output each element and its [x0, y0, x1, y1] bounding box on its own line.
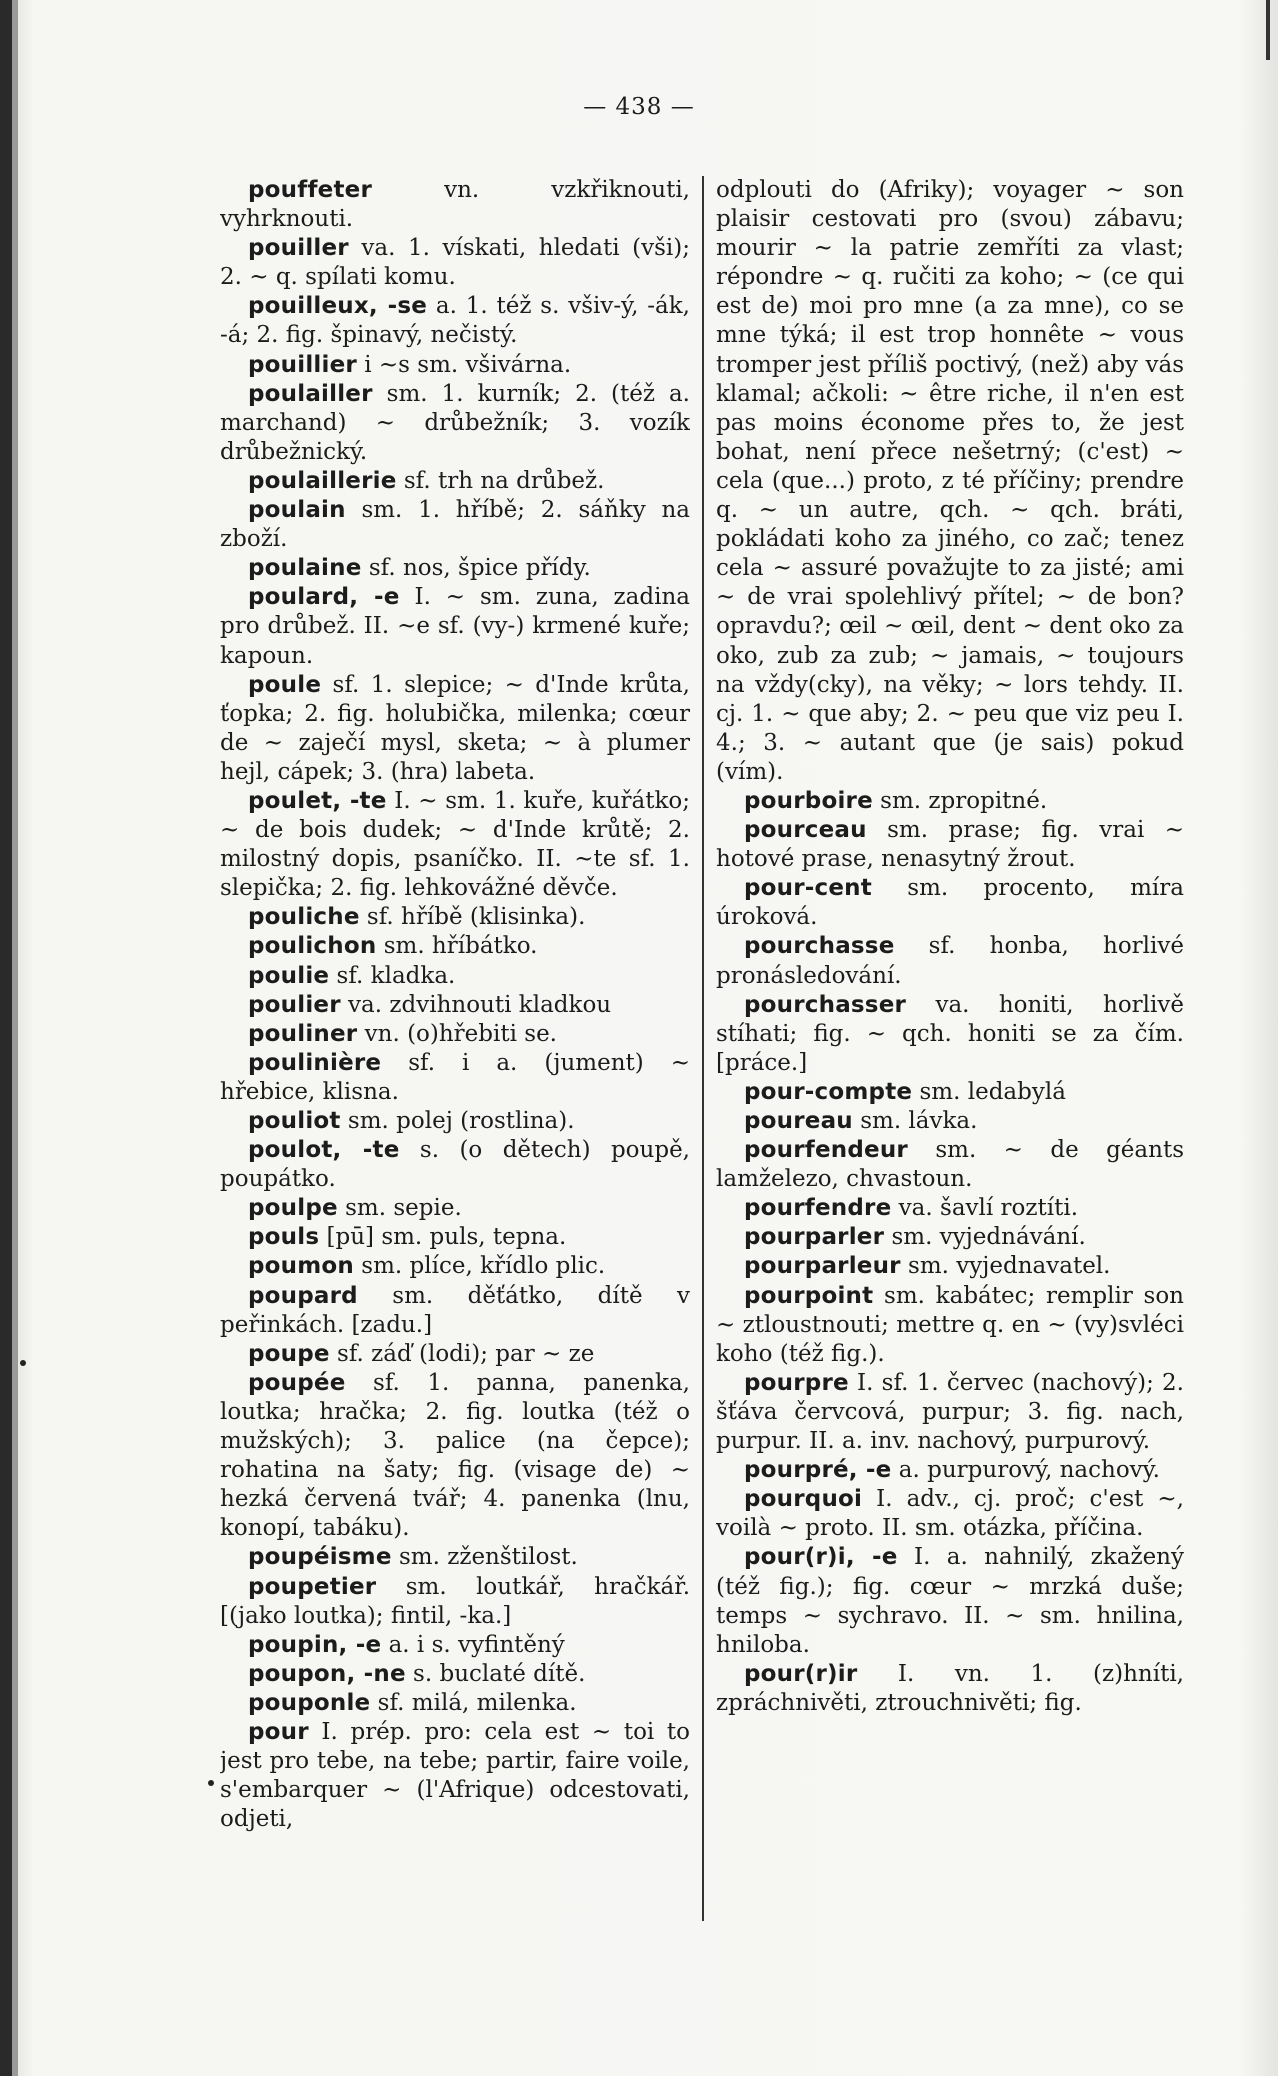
entry-definition: I. prép. pro: cela est ~ toi to jest pro tebe, na tebe; partir, faire voile, s'embarquer ~ (l'Afrique) odcestovati, odjeti,	[220, 1718, 690, 1833]
entry-definition: sm. kabátec; remplir son ~ ztloustnouti; mettre q. en ~ (vy)svléci koho (též fig.).	[716, 1282, 1184, 1367]
dictionary-entry	[220, 380, 690, 467]
dictionary-entry	[220, 1194, 690, 1223]
entry-headword: pourpre	[744, 1369, 849, 1396]
page-number: — 438 —	[583, 94, 695, 120]
entry-headword: poulet, -te	[248, 787, 387, 814]
entry-definition: sf. záď (lodi); par ~ ze	[329, 1340, 595, 1367]
entry-headword: poulaillerie	[248, 467, 397, 494]
dictionary-entry	[220, 962, 690, 991]
entry-definition: sm. 1. kurník; 2. (též a. marchand) ~ drůbežník; 3. vozík drůbežnický.	[220, 380, 690, 465]
dictionary-entry	[220, 467, 690, 496]
entry-headword: poupetier	[248, 1573, 377, 1600]
entry-headword: poupéisme	[248, 1544, 392, 1571]
entry-headword: pour	[248, 1718, 309, 1745]
entry-headword: pouilleux, -se	[248, 293, 428, 320]
entry-definition: sm. zpropitné.	[872, 787, 1048, 814]
dictionary-entry	[220, 1252, 690, 1281]
entry-headword: poupin, -e	[248, 1631, 382, 1658]
dictionary-entry	[716, 1456, 1184, 1485]
left-column	[220, 176, 690, 1936]
dictionary-entry	[716, 1660, 1184, 1718]
entry-definition: sf. kladka.	[329, 962, 456, 989]
entry-definition: s. buclaté dítě.	[405, 1660, 586, 1687]
entry-definition: I. vn. 1. (z)hníti, zpráchnivěti, ztrouchnivěti; fig.	[716, 1660, 1184, 1716]
dictionary-entry	[716, 1369, 1184, 1456]
entry-headword: pouponle	[248, 1689, 371, 1716]
dictionary-entry	[220, 1689, 690, 1718]
dictionary-entry	[220, 1049, 690, 1107]
dictionary-entry	[220, 1136, 690, 1194]
entry-definition: sm. plíce, křídlo plic.	[353, 1253, 606, 1280]
entry-definition: I. a. nahnilý, zkažený (též fig.); fig. cœur ~ mrzká duše; temps ~ sychravo. II. ~ sm. hnilina, hniloba.	[716, 1544, 1184, 1658]
entry-headword: pouillier	[248, 351, 357, 378]
entry-headword: pourfendeur	[744, 1137, 908, 1164]
dictionary-entry	[220, 1282, 690, 1340]
dictionary-entry	[220, 1631, 690, 1660]
dictionary-entry	[220, 671, 690, 787]
entry-definition: a. i s. vyfintěný	[381, 1631, 565, 1658]
dictionary-entry	[220, 351, 690, 380]
entry-headword: poulailler	[248, 380, 373, 407]
dictionary-entry	[716, 991, 1184, 1078]
entry-headword: pouiller	[248, 235, 349, 262]
entry-headword: pouliot	[248, 1108, 341, 1134]
dictionary-entry	[716, 1223, 1184, 1252]
entry-headword: pourpré, -e	[744, 1457, 892, 1484]
entry-definition: sm. lávka.	[852, 1108, 978, 1134]
dictionary-entry	[716, 874, 1184, 932]
entry-headword: pourceau	[744, 817, 867, 844]
entry-definition: sf. honba, horlivé pronásledování.	[716, 933, 1184, 989]
dictionary-entry	[220, 1107, 690, 1136]
entry-headword: poulain	[248, 497, 346, 524]
entry-definition: sm. děťátko, dítě v peřinkách. [zadu.]	[220, 1282, 690, 1338]
entry-definition: sm. ~ de géants lamželezo, chvastoun.	[716, 1137, 1184, 1193]
entry-headword: pouffeter	[248, 177, 372, 203]
dictionary-entry	[716, 176, 1184, 787]
entry-definition: [pū] sm. puls, tepna.	[319, 1224, 567, 1251]
entry-headword: poulie	[248, 962, 330, 989]
entry-headword: poulier	[248, 991, 341, 1018]
entry-definition: I. adv., cj. proč; c'est ~, voilà ~ proto. II. sm. otázka, příčina.	[716, 1486, 1184, 1542]
entry-headword: poupard	[248, 1282, 358, 1309]
entry-definition: I. ~ sm. zuna, zadina pro drůbež. II. ~e sf. (vy-) krmené kuře; kapoun.	[220, 584, 690, 669]
dictionary-entry	[220, 554, 690, 583]
dictionary-entry	[220, 176, 690, 234]
entry-headword: poulaine	[248, 555, 362, 582]
entry-definition: sm. polej (rostlina).	[340, 1108, 575, 1134]
entry-definition: sm. procento, míra úroková.	[716, 875, 1184, 931]
entry-headword: poulichon	[248, 933, 377, 960]
entry-definition: sf. i a. (jument) ~ hřebice, klisna.	[220, 1049, 690, 1105]
dictionary-entry	[716, 1543, 1184, 1659]
dictionary-entry	[220, 1340, 690, 1369]
entry-headword: poupée	[248, 1369, 346, 1396]
entry-definition: vn. (o)hřebiti se.	[357, 1020, 557, 1047]
entry-headword: pour(r)ir	[744, 1660, 858, 1687]
dictionary-entry	[220, 1718, 690, 1834]
entry-definition: va. zdvihnouti kladkou	[340, 991, 612, 1018]
entry-definition: sf. 1. slepice; ~ d'Inde krůta, ťopka; 2. fig. holubička, milenka; cœur de ~ zaječí mysl, sketa; ~ à plumer hejl, cápek; 3. (hra) labeta.	[220, 671, 690, 785]
dictionary-entry	[716, 787, 1184, 816]
dictionary-entry	[220, 292, 690, 350]
entry-headword: poulard, -e	[248, 584, 400, 611]
dictionary-entry	[716, 1485, 1184, 1543]
dictionary-entry	[220, 1223, 690, 1252]
entry-definition: s. (o dětech) poupě, poupátko.	[220, 1137, 690, 1193]
entry-definition: i ~s sm. všivárna.	[356, 351, 572, 378]
entry-headword: poulinière	[248, 1049, 382, 1076]
entry-headword: poupon, -ne	[248, 1660, 406, 1687]
entry-definition: sm. hříbátko.	[376, 933, 538, 960]
right-column	[716, 176, 1184, 1936]
entry-definition: sm. sepie.	[337, 1195, 462, 1222]
dictionary-entry	[220, 496, 690, 554]
entry-headword: pourfendre	[744, 1195, 892, 1222]
binding-edge	[0, 0, 12, 2076]
entry-headword: pourquoi	[744, 1486, 863, 1513]
dictionary-entry	[220, 1369, 690, 1544]
entry-definition: sm. ledabylá	[912, 1078, 1066, 1105]
dictionary-entry	[220, 1660, 690, 1689]
entry-definition: sm. vyjednávání.	[884, 1224, 1086, 1251]
column-divider	[702, 176, 704, 1921]
entry-definition: va. honiti, horlivě stíhati; fig. ~ qch. honiti se za čím. [práce.]	[716, 991, 1184, 1076]
dictionary-entry	[716, 816, 1184, 874]
edge-mark	[1266, 0, 1270, 60]
entry-headword: pour-cent	[744, 875, 872, 902]
entry-definition: I. ~ sm. 1. kuře, kuřátko; ~ de bois dudek; ~ d'Inde krůtě; 2. milostný dopis, psaníčko. II. ~te sf. 1. slepička; 2. fig. lehkovážné děvče.	[220, 787, 690, 902]
entry-definition: sm. vyjednavatel.	[900, 1253, 1111, 1280]
entry-definition: sm. loutkář, hračkář. [(jako loutka); fintil, -ka.]	[220, 1573, 690, 1629]
entry-headword: pouliche	[248, 904, 360, 931]
entry-headword: poulot, -te	[248, 1137, 400, 1164]
entry-headword: poupe	[248, 1340, 330, 1367]
entry-definition: odplouti do (Afriky); voyager ~ son plaisir cestovati pro (svou) zábavu; mourir ~ la patrie zemříti za vlast; répondre ~ q. ručiti za koho; ~ (ce qui est de) moi pro mne (a za mne), co se mne týká; il est trop honnête ~ vous tromper jest příliš poctivý, (než) aby vás klamal; ačkoli: ~ être riche, il n'en est pas moins économe přes to, že jest bohat, není přece nešetrný; (c'est) ~ cela (que...) proto, z té příčiny; prendre q. ~ un autre, qch. ~ qch. bráti, pokládati koho za jiného, co zač; tenez cela ~ assuré považujte to za jisté; ami ~ de vrai spolehlivý přítel; ~ de bon? opravdu?; œil ~ œil, dent ~ dent oko za oko, zub za zub; ~ jamais, ~ toujours na vždy(cky), na věky; ~ lors tehdy. II. cj. 1. ~ que aby; 2. ~ peu que viz peu I. 4.; 3. ~ autant que (je sais) pokud (vím).	[716, 177, 1184, 785]
entry-headword: pourchasse	[744, 933, 895, 960]
entry-headword: pourboire	[744, 787, 873, 814]
entry-definition: sf. trh na drůbež.	[396, 467, 605, 494]
entry-definition: vn. vzkřiknouti, vyhrknouti.	[220, 177, 690, 233]
entry-definition: va. šavlí roztíti.	[891, 1195, 1079, 1222]
entry-definition: sm. zženštilost.	[391, 1544, 578, 1571]
scan-speck	[20, 1360, 26, 1366]
entry-headword: pourpoint	[744, 1282, 874, 1309]
dictionary-entry	[220, 1020, 690, 1049]
entry-definition: sm. prase; fig. vrai ~ hotové prase, nenasytný žrout.	[716, 817, 1184, 873]
entry-definition: a. purpurový, nachový.	[891, 1457, 1160, 1484]
entry-headword: poureau	[744, 1108, 853, 1134]
entry-headword: poule	[248, 671, 322, 698]
entry-definition: sf. milá, milenka.	[370, 1689, 577, 1716]
dictionary-entry	[716, 1194, 1184, 1223]
dictionary-entry	[716, 932, 1184, 990]
dictionary-entry	[220, 1543, 690, 1572]
dictionary-entry	[220, 991, 690, 1020]
dictionary-entry	[716, 1282, 1184, 1369]
dictionary-entry	[716, 1078, 1184, 1107]
entry-headword: pourparler	[744, 1224, 885, 1251]
dictionary-entry	[220, 903, 690, 932]
binding-shadow	[12, 0, 18, 2076]
entry-headword: pouliner	[248, 1020, 358, 1047]
entry-headword: pour-compte	[744, 1078, 913, 1105]
entry-headword: poumon	[248, 1253, 354, 1280]
entry-definition: I. sf. 1. červec (nachový); 2. šťáva červcová, purpur; 3. fig. nach, purpur. II. a. inv. nachový, purpurový.	[716, 1369, 1184, 1455]
scan-speck	[208, 1780, 214, 1786]
entry-headword: poulpe	[248, 1195, 338, 1222]
entry-definition: sf. nos, špice přídy.	[361, 555, 591, 582]
dictionary-entry	[220, 932, 690, 961]
entry-definition: sm. 1. hříbě; 2. sáňky na zboží.	[220, 497, 690, 553]
dictionary-entry	[716, 1252, 1184, 1281]
entry-headword: pourchasser	[744, 991, 907, 1018]
entry-headword: pour(r)i, -e	[744, 1544, 898, 1571]
entry-headword: pourparleur	[744, 1253, 901, 1280]
dictionary-entry	[220, 1573, 690, 1631]
dictionary-entry	[220, 787, 690, 903]
entry-definition: sf. hříbě (klisinka).	[359, 904, 586, 931]
entry-headword: pouls	[248, 1224, 320, 1251]
dictionary-entry	[716, 1136, 1184, 1194]
entry-definition: va. 1. vískati, hledati (vši); 2. ~ q. spílati komu.	[220, 235, 690, 291]
dictionary-entry	[716, 1107, 1184, 1136]
dictionary-entry	[220, 583, 690, 670]
entry-definition: a. 1. též s. všiv-ý, -ák, -á; 2. fig. špinavý, nečistý.	[220, 293, 690, 349]
dictionary-entry	[220, 234, 690, 292]
entry-definition: sf. 1. panna, panenka, loutka; hračka; 2. fig. loutka (též o mužských); 3. palice (na čepce); rohatina na šaty; fig. (visage de) ~ hezká červená tvář; 4. panenka (lnu, konopí, tabáku).	[220, 1369, 690, 1542]
